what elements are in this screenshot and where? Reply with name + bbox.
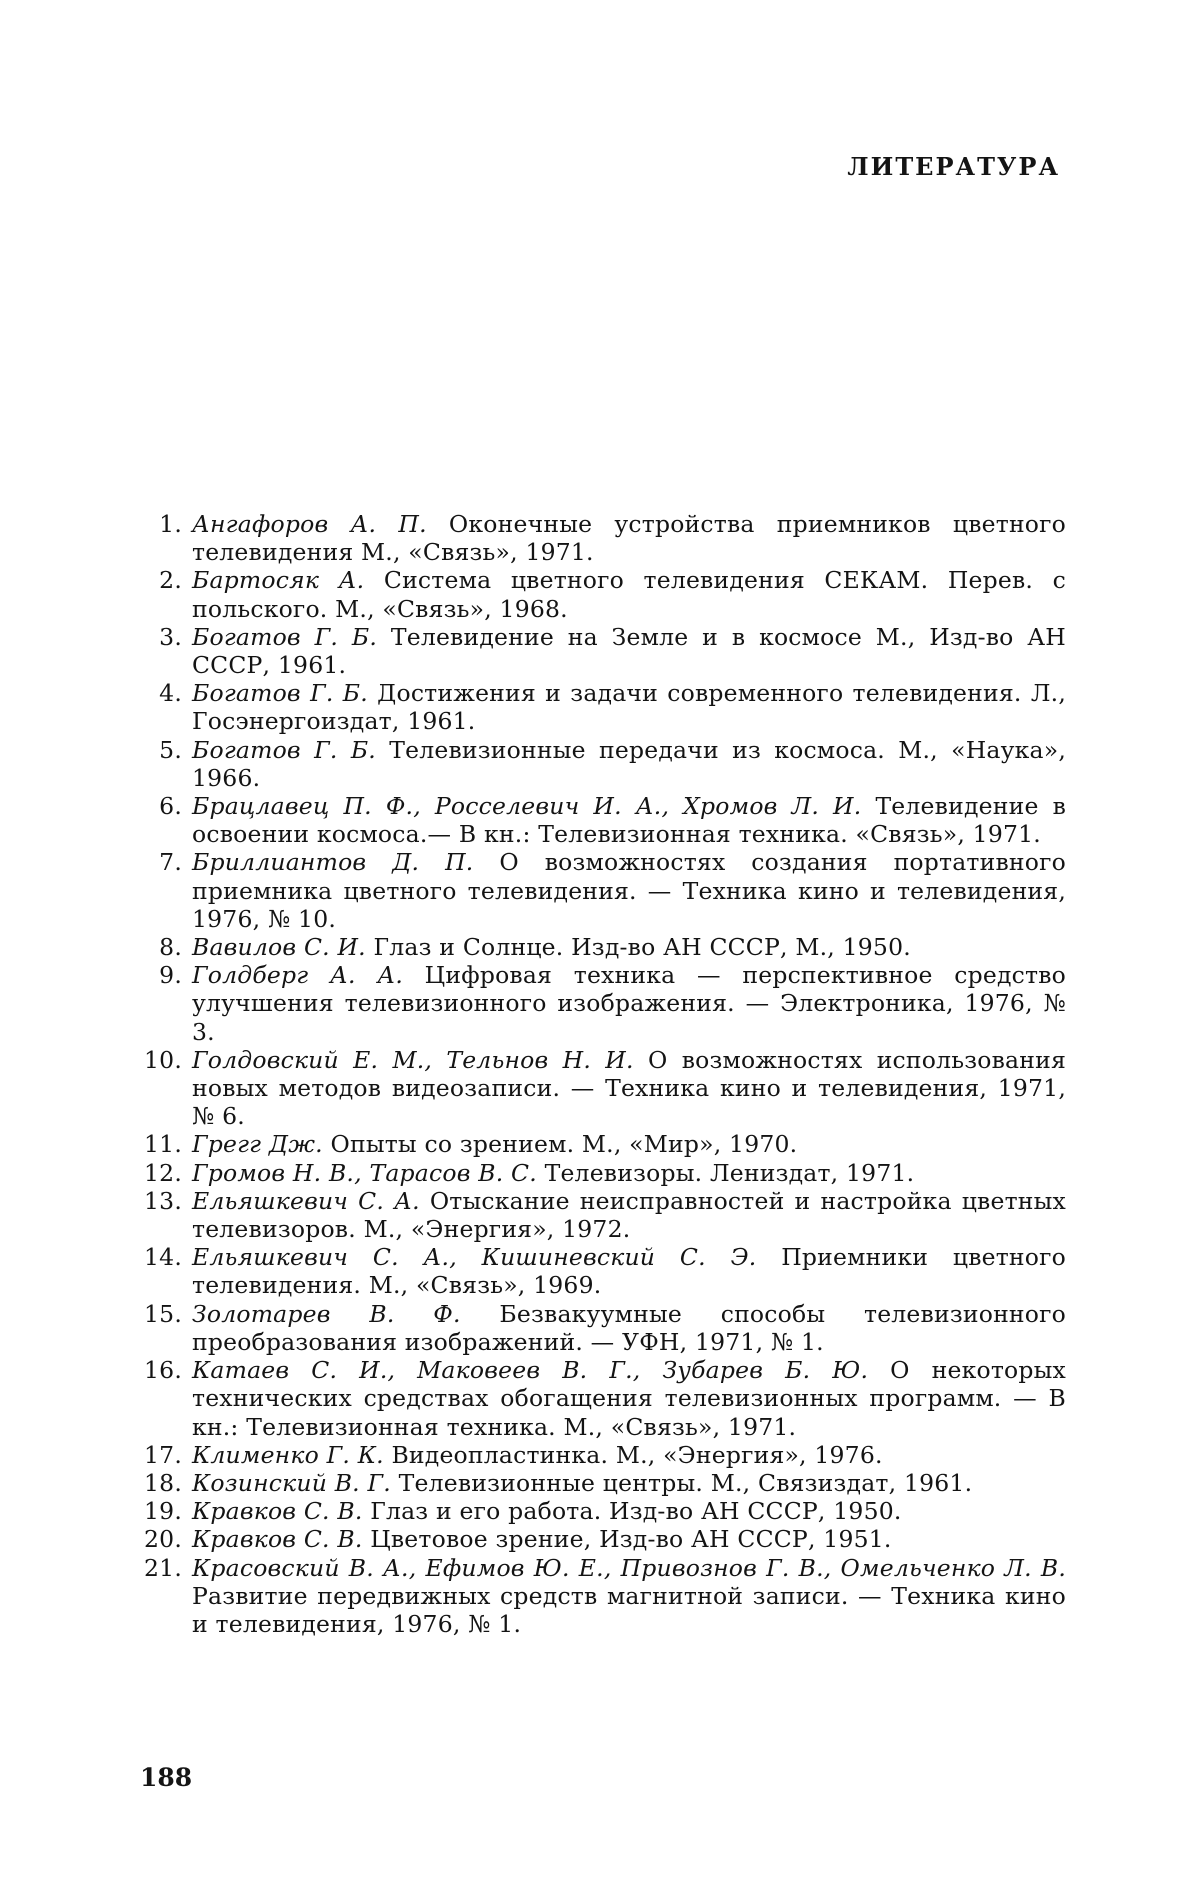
- entry-text: Приемники цветного телевидения. М., «Связь», 1969.: [192, 1243, 1066, 1300]
- entry-number: 4.: [159, 679, 182, 708]
- entry-author: Козинский В. Г.: [192, 1468, 391, 1497]
- entry-number: 17.: [144, 1440, 182, 1469]
- entry-text: Цифровая техника — перспективное средство улучшения телевизионного изображения. — Электроника, 1976, № 3.: [192, 961, 1066, 1046]
- entry-number: 12.: [144, 1158, 182, 1187]
- entry-text: Развитие передвижных средств магнитной записи. — Техника кино и телевидения, 1976, № 1.: [192, 1581, 1066, 1638]
- entry-number: 19.: [144, 1497, 182, 1526]
- bibliography-entry: [140, 1497, 1066, 1525]
- entry-number: 8.: [159, 933, 182, 962]
- entry-number: 7.: [159, 848, 182, 877]
- bibliography-entry: [140, 961, 1066, 1046]
- entry-number: 21.: [144, 1553, 182, 1582]
- bibliography-entry: [140, 1187, 1066, 1243]
- entry-author: Ельяшкевич С. А.: [192, 1186, 420, 1215]
- entry-author: Бриллиантов Д. П.: [192, 848, 474, 877]
- bibliography-entry: [140, 1356, 1066, 1441]
- entry-author: Богатов Г. Б.: [192, 679, 368, 708]
- bibliography-entry: [140, 792, 1066, 848]
- entry-author: Бартосяк А.: [192, 566, 365, 595]
- bibliography-entry: [140, 1243, 1066, 1299]
- entry-number: 10.: [144, 1045, 182, 1074]
- entry-text: Опыты со зрением. М., «Мир», 1970.: [330, 1130, 798, 1159]
- entry-author: Кравков С. В.: [192, 1525, 363, 1554]
- bibliography-entry: [140, 1441, 1066, 1469]
- entry-number: 9.: [159, 961, 182, 990]
- bibliography-entry: [140, 1130, 1066, 1158]
- section-heading: ЛИТЕРАТУРА: [847, 152, 1060, 181]
- entry-author: Грегг Дж.: [192, 1130, 323, 1159]
- entry-number: 20.: [144, 1525, 182, 1554]
- entry-author: Кравков С. В.: [192, 1497, 363, 1526]
- entry-text: О возможностях создания портативного приемника цветного телевидения. — Техника кино и телевидения, 1976, № 10.: [192, 848, 1066, 933]
- entry-text: Телевизионные центры. М., Связиздат, 1961.: [398, 1468, 973, 1497]
- entry-number: 2.: [159, 566, 182, 595]
- entry-text: Глаз и Солнце. Изд-во АН СССР, М., 1950.: [373, 933, 911, 962]
- entry-number: 18.: [144, 1468, 182, 1497]
- page-number: 188: [140, 1763, 193, 1792]
- entry-number: 11.: [144, 1130, 182, 1159]
- entry-author: Громов Н. В., Тарасов В. С.: [192, 1158, 537, 1187]
- entry-text: О некоторых технических средствах обогащения телевизионных программ. — В кн.: Телевизионная техника. М., «Связь», 1971.: [192, 1356, 1066, 1441]
- entry-text: Безвакуумные способы телевизионного преобразования изображений. — УФН, 1971, № 1.: [192, 1299, 1066, 1356]
- entry-text: Достижения и задачи современного телевидения. Л., Госэнергоиздат, 1961.: [192, 679, 1066, 736]
- entry-author: Голдовский Е. М., Тельнов Н. И.: [192, 1045, 634, 1074]
- entry-text: О возможностях использования новых методов видеозаписи. — Техника кино и телевидения, 1971, № 6.: [192, 1045, 1067, 1131]
- entry-author: Голдберг А. А.: [192, 961, 403, 990]
- entry-author: Богатов Г. Б.: [192, 735, 376, 764]
- entry-author: Богатов Г. Б.: [192, 622, 378, 651]
- entry-number: 1.: [159, 510, 182, 538]
- bibliography-entry: [140, 1525, 1066, 1553]
- bibliography-entry: [140, 1469, 1066, 1497]
- bibliography-entry: [140, 510, 1066, 566]
- entry-author: Красовский В. А., Ефимов Ю. Е., Привознов Г. В., Омельченко Л. В.: [192, 1553, 1066, 1582]
- bibliography-entry: [140, 623, 1066, 679]
- entry-text: Глаз и его работа. Изд-во АН СССР, 1950.: [370, 1497, 902, 1526]
- bibliography-entry: [140, 566, 1066, 622]
- entry-author: Вавилов С. И.: [192, 933, 366, 962]
- entry-number: 14.: [144, 1243, 182, 1272]
- entry-author: Клименко Г. К.: [192, 1440, 384, 1469]
- entry-text: Телевидение в освоении космоса.— В кн.: Телевизионная техника. «Связь», 1971.: [192, 792, 1066, 849]
- entry-text: Отыскание неисправностей и настройка цветных телевизоров. М., «Энергия», 1972.: [192, 1186, 1066, 1244]
- entry-text: Цветовое зрение, Изд-во АН СССР, 1951.: [370, 1525, 892, 1554]
- entry-number: 15.: [144, 1299, 182, 1328]
- entry-author: Ангафоров А. П.: [192, 510, 427, 538]
- entry-author: Золотарев В. Ф.: [192, 1299, 461, 1328]
- bibliography-entry: [140, 679, 1066, 735]
- bibliography-entry: [140, 848, 1066, 933]
- bibliography-entry: [140, 736, 1066, 792]
- entry-text: Телевизоры. Лениздат, 1971.: [544, 1158, 915, 1187]
- entry-text: Видеопластинка. М., «Энергия», 1976.: [391, 1440, 883, 1469]
- entry-number: 5.: [159, 735, 182, 764]
- entry-number: 13.: [144, 1186, 182, 1215]
- entry-text: Телевидение на Земле и в космосе М., Изд-во АН СССР, 1961.: [192, 622, 1066, 680]
- entry-text: Телевизионные передачи из космоса. М., «Наука», 1966.: [192, 735, 1066, 792]
- bibliography-entry: [140, 933, 1066, 961]
- bibliography-entry: [140, 1046, 1066, 1131]
- bibliography-list: [140, 510, 1066, 1638]
- entry-text: Система цветного телевидения СЕКАМ. Перев. с польского. М., «Связь», 1968.: [192, 566, 1067, 623]
- entry-author: Катаев С. И., Маковеев В. Г., Зубарев Б. Ю.: [192, 1356, 869, 1385]
- entry-text: Оконечные устройства приемников цветного телевидения М., «Связь», 1971.: [192, 510, 1067, 567]
- entry-number: 6.: [159, 792, 182, 821]
- bibliography-entry: [140, 1554, 1066, 1639]
- entry-author: Брацлавец П. Ф., Росселевич И. А., Хромов Л. И.: [192, 792, 862, 821]
- entry-author: Ельяшкевич С. А., Кишиневский С. Э.: [192, 1243, 757, 1272]
- entry-number: 3.: [159, 622, 182, 651]
- bibliography-entry: [140, 1159, 1066, 1187]
- entry-number: 16.: [144, 1356, 182, 1385]
- bibliography-entry: [140, 1300, 1066, 1356]
